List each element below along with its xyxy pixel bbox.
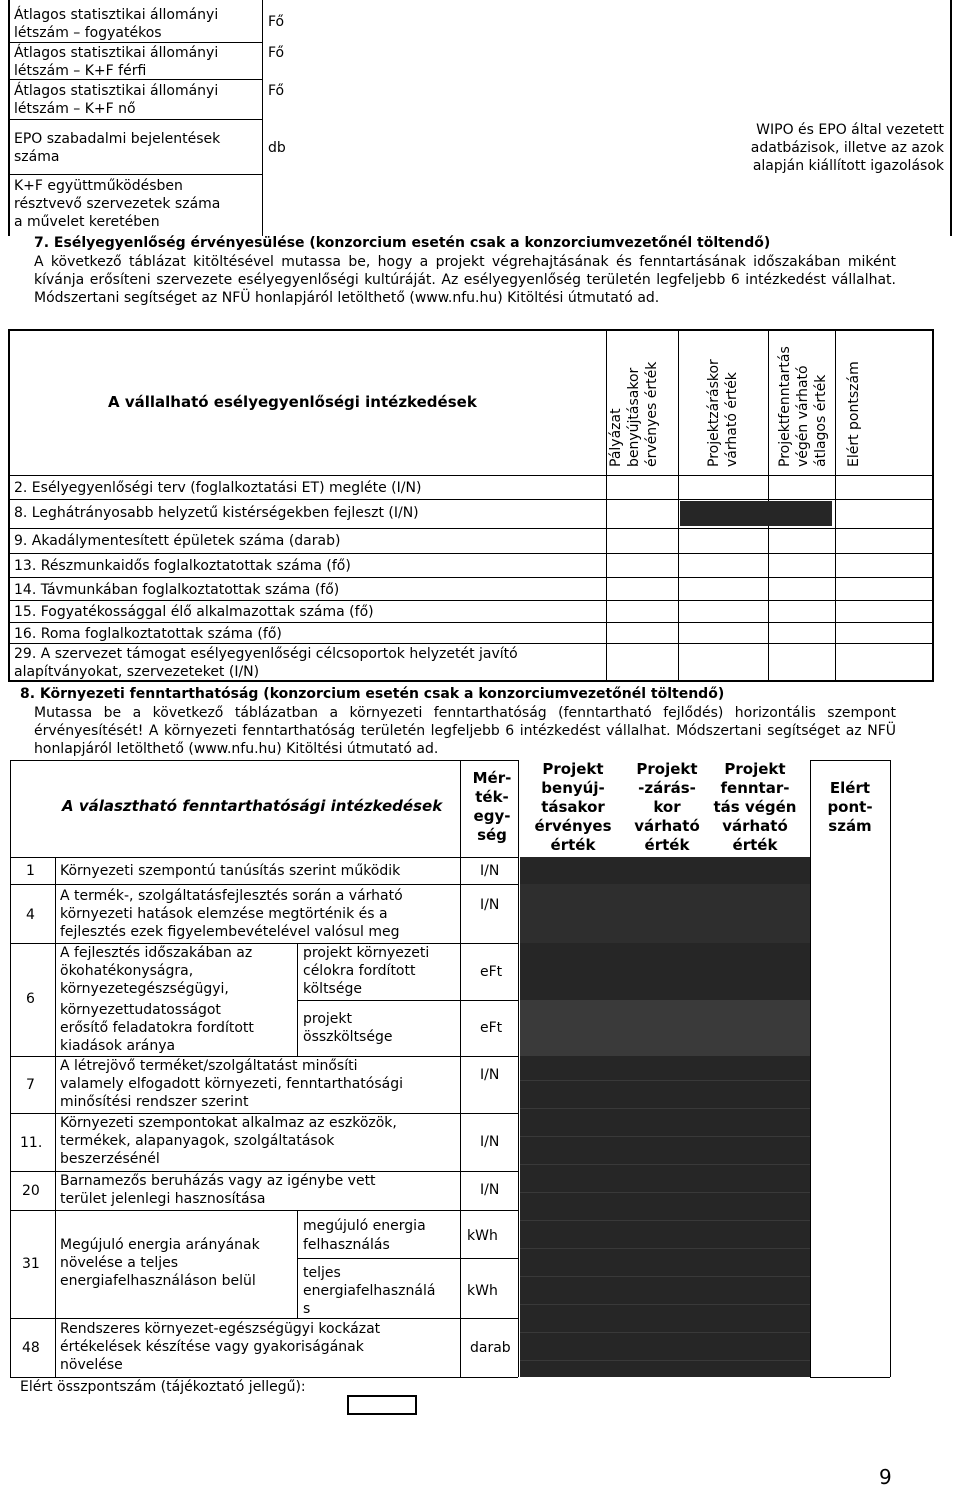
row-label-line: Átlagos statisztikai állományi (14, 7, 219, 23)
row-desc: környezeti hatások elemzése megtörténik és a (60, 906, 388, 922)
row-unit: I/N (480, 1067, 500, 1083)
row-label: 9. Akadálymentesített épületek száma (darab) (14, 533, 341, 549)
table-title: A választható fenntarthatósági intézkedések (62, 797, 443, 815)
row-desc: növelése (60, 1357, 123, 1373)
row-unit: kWh (467, 1228, 498, 1244)
sub-desc: energiafelhasználá (303, 1283, 436, 1299)
page-number: 9 (879, 1465, 892, 1489)
source-line: adatbázisok, illetve az azok (750, 140, 944, 156)
row-unit: kWh (467, 1283, 498, 1299)
sub-desc: s (303, 1301, 311, 1317)
row-unit: I/N (480, 1134, 500, 1150)
row-desc: minősítési rendszer szerint (60, 1094, 249, 1110)
row-label-line: Átlagos statisztikai állományi (14, 83, 219, 99)
row-desc: termékek, alapanyagok, szolgáltatások (60, 1133, 335, 1149)
unit-cell: db (268, 140, 286, 156)
row-desc: kiadások aránya (60, 1038, 176, 1054)
row-label-line: EPO szabadalmi bejelentések (14, 131, 221, 147)
row-number: 6 (26, 991, 35, 1007)
row-desc: Környezeti szempontokat alkalmaz az eszközök, (60, 1115, 397, 1131)
sub-desc: összköltsége (303, 1029, 393, 1045)
row-label-line: száma (14, 149, 60, 165)
row-desc: növelése a teljes (60, 1255, 179, 1271)
table-title: A vállalható esélyegyenlőségi intézkedések (108, 393, 477, 411)
row-desc: ökohatékonyságra, (60, 963, 194, 979)
row-label-line: létszám – K+F nő (14, 101, 136, 117)
row-unit: I/N (480, 863, 500, 879)
sub-desc: megújuló energia (303, 1218, 426, 1234)
col-header-unit: Mér- ték- egy- ség (472, 769, 512, 844)
row-number: 20 (22, 1183, 40, 1199)
row-label-line: létszám – fogyatékos (14, 25, 162, 41)
row-desc: Megújuló energia arányának (60, 1237, 260, 1253)
row-unit: eFt (480, 1020, 503, 1036)
col-header-maintenance: Projekt fenntar- tás végén várható érték (713, 760, 797, 854)
row-desc: környezettudatosságot (60, 1002, 221, 1018)
row-unit: eFt (480, 964, 503, 980)
unit-cell: Fő (268, 14, 285, 30)
col-header-closing: Projekt -zárás- kor várható érték (634, 760, 700, 854)
row-unit: I/N (480, 897, 500, 913)
col-header: Pályázat benyújtásakor érvényes érték (608, 361, 660, 467)
row-label: 8. Leghátrányosabb helyzetű kistérségekben fejleszt (I/N) (14, 505, 419, 521)
row-desc: A fejlesztés időszakában az (60, 945, 253, 961)
row-label: 16. Roma foglalkoztatottak száma (fő) (14, 626, 282, 642)
sub-desc: teljes (303, 1265, 341, 1281)
row-label-line: a művelet keretében (14, 214, 160, 230)
row-desc: Rendszeres környezet-egészségügyi kockázat (60, 1321, 381, 1337)
row-label-line: Átlagos statisztikai állományi (14, 45, 219, 61)
row-number: 11. (20, 1135, 43, 1151)
row-desc: terület jelenlegi hasznosítása (60, 1191, 266, 1207)
row-label: 29. A szervezet támogat esélyegyenlőségi célcsoportok helyzetét javító alapítványokat, szervezeteket (I/N) (14, 646, 518, 680)
row-label-line: K+F együttműködésben (14, 178, 183, 194)
row-desc: Környezeti szempontú tanúsítás szerint működik (60, 863, 401, 879)
sub-desc: költsége (303, 981, 362, 997)
row-desc: energiafelhasználáson belül (60, 1273, 256, 1289)
col-header: Elért pontszám (846, 361, 862, 467)
total-score-input[interactable] (347, 1395, 417, 1415)
section-8-heading: 8. Környezeti fenntarthatóság (konzorcium esetén csak a konzorciumvezetőnél töltendő) (20, 686, 725, 702)
row-unit: darab (470, 1340, 511, 1356)
col-header: Projektfenntartás végén várható átlagos érték (777, 346, 829, 467)
unit-cell: Fő (268, 45, 285, 61)
row-label: 2. Esélyegyenlőségi terv (foglalkoztatási ET) megléte (I/N) (14, 480, 422, 496)
sub-desc: felhasználás (303, 1237, 390, 1253)
section-8-body: Mutassa be a következő táblázatban a környezeti fenntarthatóság (fenntartható fejlődés) horizontális szempont érvényesítését! A környezeti fenntarthatóság területén legfeljebb 6 intézkedést vállalhat. Módszertani segítséget az NFÜ honlapjáról letölthető (www.nfu.hu) Kitöltési útmutató ad. (34, 705, 896, 757)
row-desc: A termék-, szolgáltatásfejlesztés során a várható (60, 888, 403, 904)
sub-desc: projekt környezeti (303, 945, 430, 961)
row-desc: valamely elfogadott környezeti, fenntarthatósági (60, 1076, 404, 1092)
row-number: 48 (22, 1340, 40, 1356)
source-line: alapján kiállított igazolások (752, 158, 944, 174)
unit-cell: Fő (268, 83, 285, 99)
row-label: 15. Fogyatékossággal élő alkalmazottak száma (fő) (14, 604, 374, 620)
section-7-heading: 7. Esélyegyenlőség érvényesülése (konzorcium esetén csak a konzorciumvezetőnél töltendő) (34, 235, 771, 251)
row-desc: A létrejövő terméket/szolgáltatást minősíti (60, 1058, 358, 1074)
row-desc: Barnamezős beruházás vagy az igénybe vett (60, 1173, 376, 1189)
col-header-submit: Projekt benyúj- tásakor érvényes érték (534, 760, 612, 854)
col-header-score: Elért pont- szám (827, 779, 873, 835)
total-label: Elért összpontszám (tájékoztató jellegű): (20, 1379, 306, 1395)
disabled-cell (680, 501, 832, 526)
sub-desc: projekt (303, 1011, 352, 1027)
row-desc: környezetegészségügyi, (60, 981, 229, 997)
section-7-body: A következő táblázat kitöltésével mutassa be, hogy a projekt végrehajtásának és fenntartásának időszakában miként kívánja erősíteni szervezete esélyegyenlőségi kultúráját. Az esélyegyenlőség területén legfeljebb 6 intézkedést vállalhat. Módszertani segítséget az NFÜ honlapjáról letölthető (www.nfu.hu) Kitöltési útmutató ad. (34, 254, 896, 306)
row-number: 31 (22, 1256, 40, 1272)
row-unit: I/N (480, 1182, 500, 1198)
row-desc: beszerzésénél (60, 1151, 160, 1167)
row-desc: erősítő feladatokra fordított (60, 1020, 254, 1036)
sub-desc: célokra fordított (303, 963, 416, 979)
row-label-line: létszám – K+F férfi (14, 63, 147, 79)
col-header: Projektzáráskor várható érték (706, 359, 740, 467)
row-desc: értékelések készítése vagy gyakoriságának (60, 1339, 364, 1355)
row-number: 7 (26, 1077, 35, 1093)
row-label-line: résztvevő szervezetek száma (14, 196, 221, 212)
row-desc: fejlesztés ezek figyelembevételével valósul meg (60, 924, 400, 940)
row-label: 13. Részmunkaidős foglalkoztatottak száma (fő) (14, 558, 351, 574)
row-label: 14. Távmunkában foglalkoztatottak száma (fő) (14, 582, 340, 598)
row-number: 1 (26, 863, 35, 879)
source-line: WIPO és EPO által vezetett (756, 122, 944, 138)
row-number: 4 (26, 907, 35, 923)
